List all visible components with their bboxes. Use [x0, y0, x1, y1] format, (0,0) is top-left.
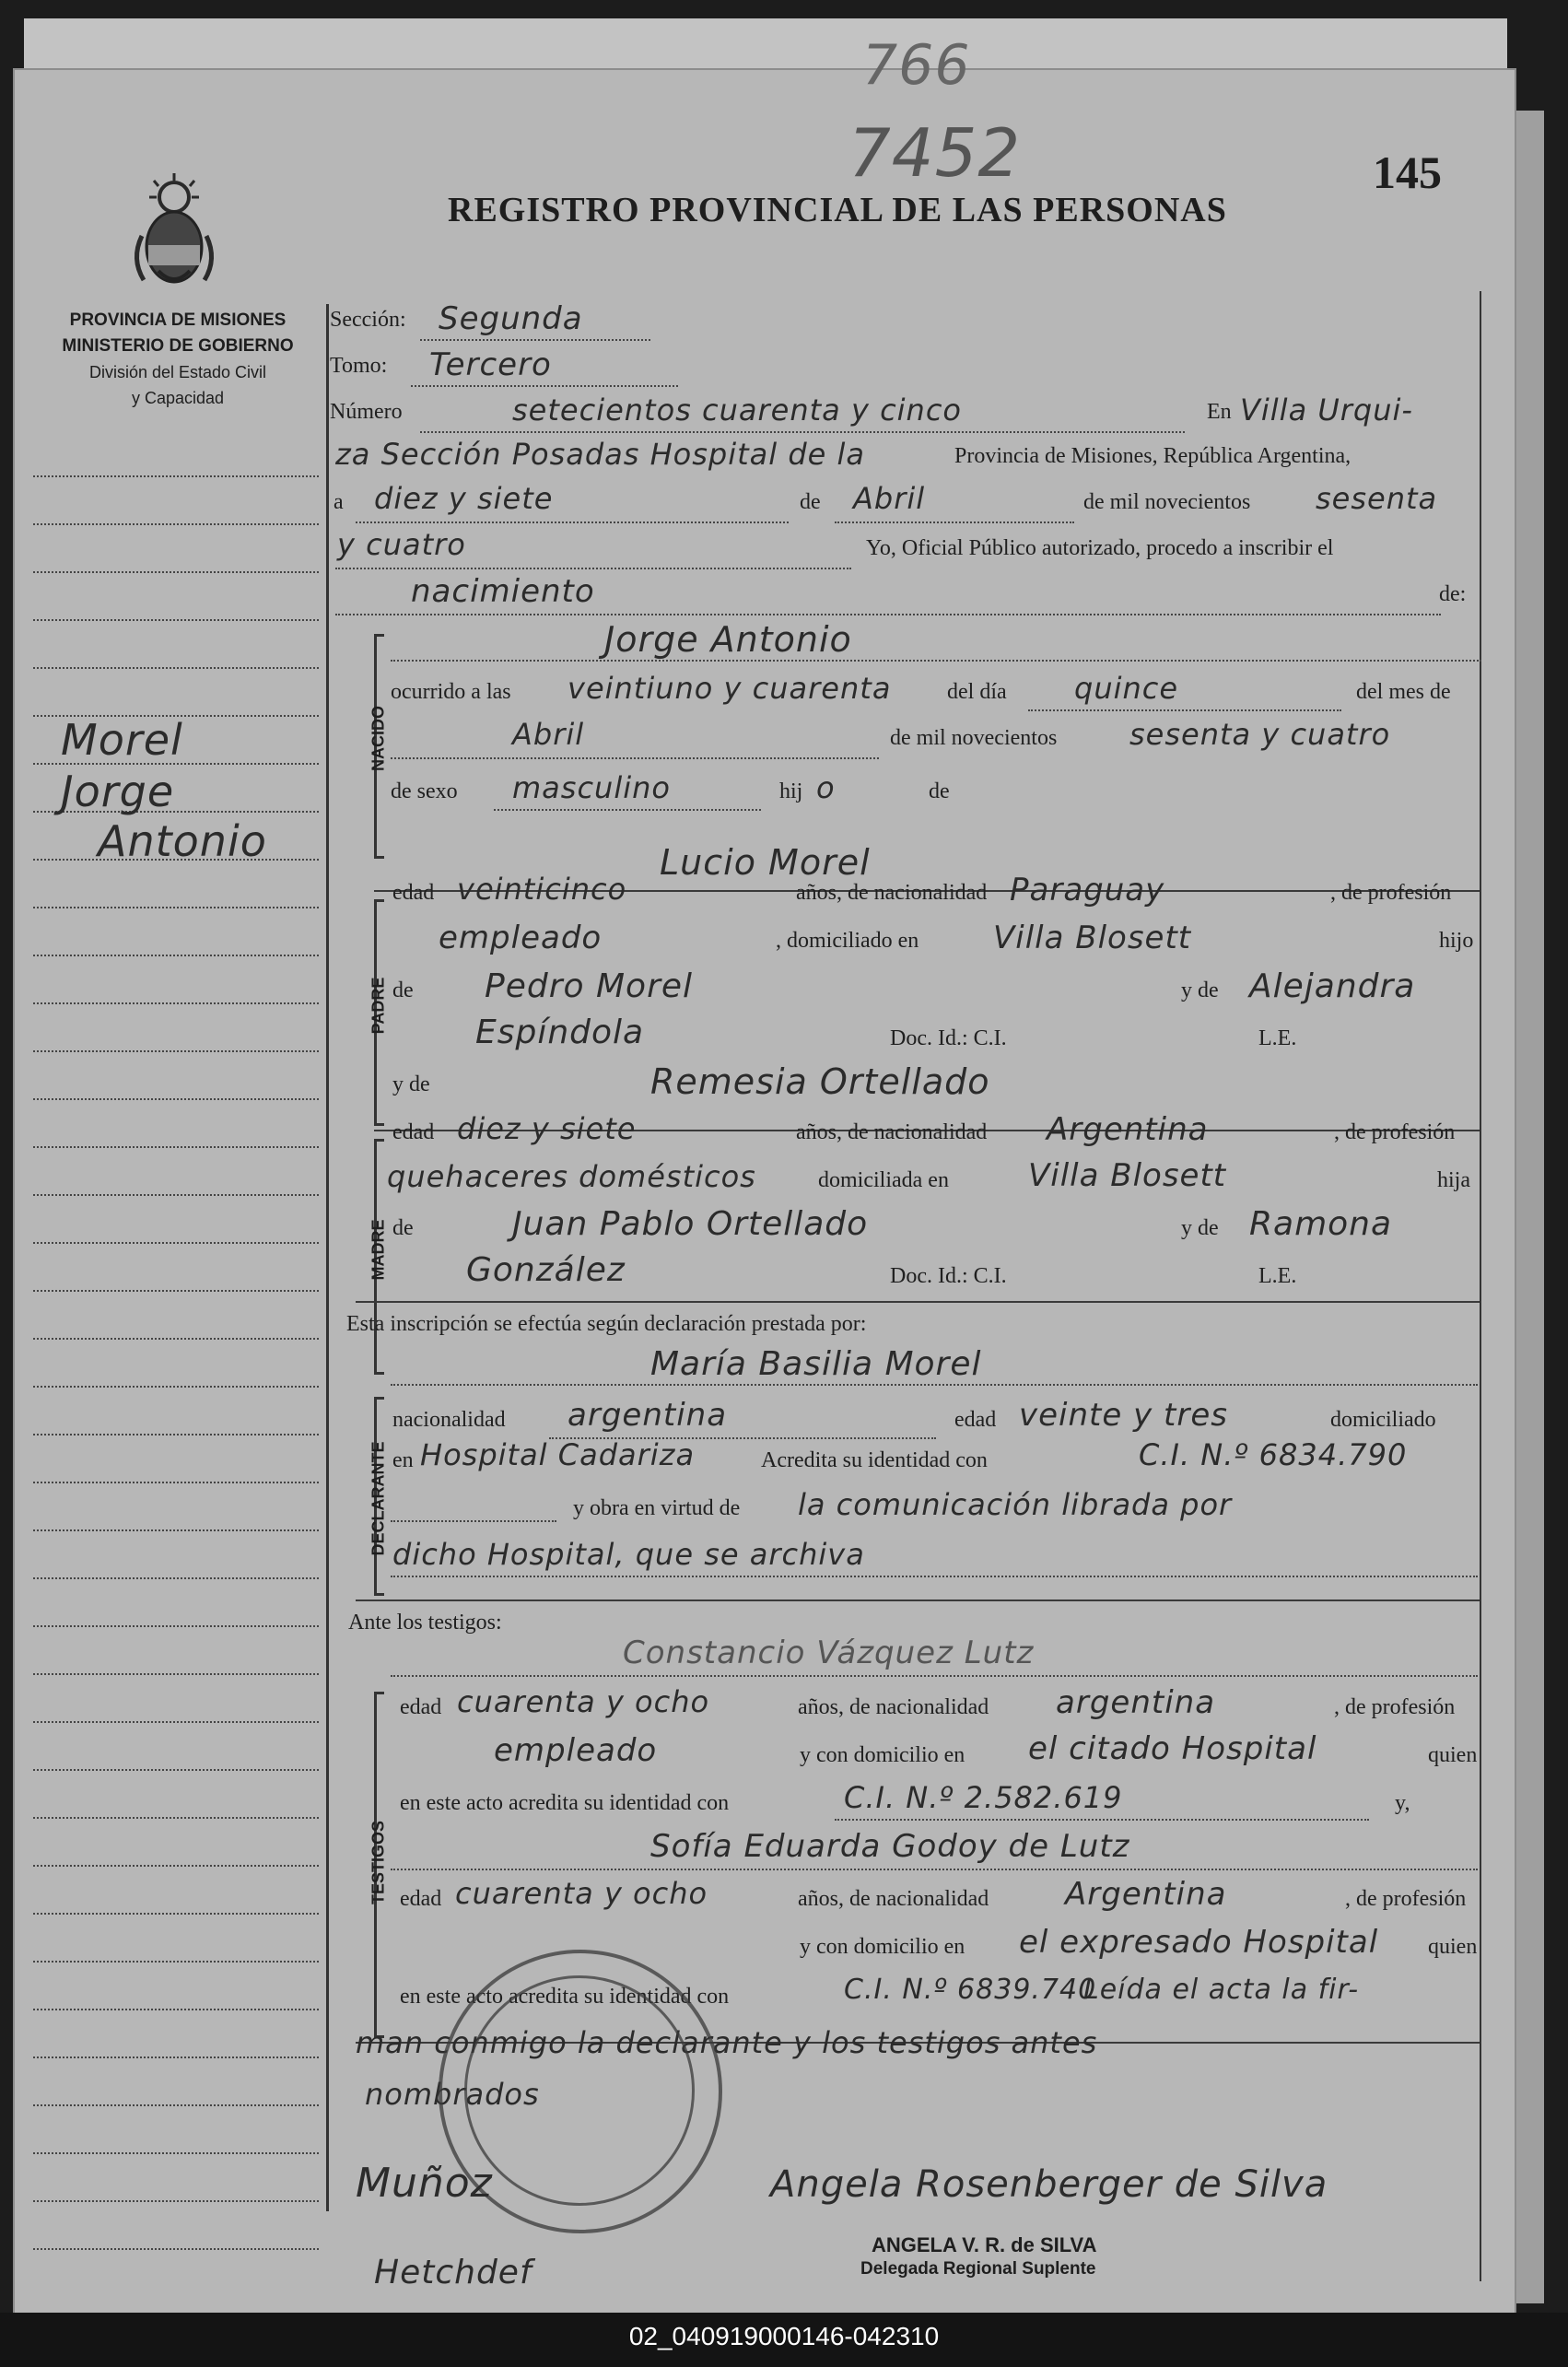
label-numero: Número [330, 400, 403, 424]
value-declarante-nombre: María Basilia Morel [650, 1345, 982, 1383]
label-anios-nac-t2: años, de nacionalidad [798, 1887, 989, 1911]
section-label-padre: PADRE [369, 977, 388, 1035]
label-edad-t2: edad [400, 1887, 442, 1911]
value-cierre-1: man conmigo la declarante y los testigos antes [356, 2025, 1098, 2060]
divider-testigos [356, 1599, 1480, 1601]
value-decl-nac: argentina [568, 1397, 728, 1434]
label-de-padres: de [929, 779, 950, 803]
value-padre-dom: Villa Blosett [993, 920, 1192, 956]
value-t1-doc: C.I. N.º 2.582.619 [844, 1780, 1123, 1815]
value-hij-suffix: o [816, 770, 836, 805]
label-hijo: hijo [1439, 929, 1474, 953]
value-cierre-2: nombrados [365, 2077, 540, 2112]
label-de-mil-2: de mil novecientos [890, 726, 1058, 750]
label-prof-padre: , de profesión [1330, 881, 1452, 905]
label-nacionalidad-decl: nacionalidad [392, 1408, 506, 1432]
value-acto: nacimiento [411, 573, 595, 610]
value-t2-doc: C.I. N.º 6839.740 [844, 1974, 1097, 2006]
value-decl-edad: veinte y tres [1019, 1397, 1228, 1434]
label-le-padre: L.E. [1258, 1026, 1297, 1050]
label-prof-t2: , de profesión [1345, 1887, 1467, 1911]
label-hija: hija [1437, 1168, 1470, 1192]
value-t2-dom: el expresado Hospital [1019, 1924, 1379, 1961]
label-de-padre-padre: de [392, 978, 414, 1002]
label-prof-t1: , de profesión [1334, 1695, 1456, 1719]
label-y-de-madre: y de [392, 1072, 430, 1096]
label-edad-padre: edad [392, 881, 435, 905]
label-y-de-padre: y de [1181, 978, 1219, 1002]
value-t1-nombre: Constancio Vázquez Lutz [623, 1635, 1035, 1671]
value-mes: Abril [853, 481, 926, 516]
label-a: a [333, 490, 344, 514]
value-t2-nombre: Sofía Eduarda Godoy de Lutz [650, 1828, 1130, 1865]
signature-declarante: Muñoz [356, 2160, 493, 2207]
label-con-domicilio-t2: y con domicilio en [800, 1935, 965, 1959]
label-hij: hij [779, 779, 803, 803]
section-label-nacido: NACIDO [369, 706, 388, 771]
margin-note-surname: Morel [61, 715, 183, 765]
value-t2-edad: cuarenta y ocho [455, 1876, 708, 1911]
label-ocurrido: ocurrido a las [391, 680, 511, 704]
label-de-colon: de: [1439, 582, 1467, 606]
value-t1-prof: empleado [494, 1732, 658, 1769]
label-en: En [1207, 400, 1232, 424]
label-edad-decl: edad [954, 1408, 997, 1432]
value-t1-dom: el citado Hospital [1028, 1730, 1317, 1767]
value-sexo: masculino [512, 770, 671, 805]
left-column-divider [326, 304, 329, 2211]
label-anios-nac-padre: años, de nacionalidad [796, 881, 988, 905]
left-capacidad: y Capacidad [131, 389, 225, 407]
value-t1-nac: argentina [1056, 1684, 1216, 1721]
left-header [18, 308, 337, 411]
value-madre-dom: Villa Blosett [1028, 1157, 1227, 1194]
value-dia: diez y siete [374, 481, 554, 516]
label-seccion: Sección: [330, 308, 406, 332]
value-dia-nac: quince [1074, 671, 1179, 706]
right-border [1480, 291, 1481, 2281]
value-t2-cont: Leída el acta la fir- [1083, 1974, 1360, 2006]
signature-witness: Angela Rosenberger de Silva [770, 2163, 1328, 2206]
section-label-testigos: TESTIGOS [369, 1821, 388, 1905]
label-en-este-acto-t2: en este acto acredita su identidad con [400, 1985, 730, 2009]
scan-id-footer: 02_040919000146-042310 [0, 2313, 1568, 2367]
value-numero: setecientos cuarenta y cinco [512, 393, 962, 428]
official-role-stamp: Delegada Regional Suplente [860, 2259, 1096, 2279]
official-name-stamp: ANGELA V. R. de SILVA [872, 2233, 1097, 2256]
label-doc-padre: Doc. Id.: C.I. [890, 1026, 1007, 1050]
section-label-madre: MADRE [369, 1219, 388, 1281]
label-domiciliado-padre: , domiciliado en [776, 929, 919, 953]
value-decl-obra: la comunicación librada por [798, 1487, 1233, 1522]
label-tomo: Tomo: [330, 354, 388, 378]
label-edad-madre: edad [392, 1120, 435, 1144]
label-en-decl: en [392, 1448, 414, 1472]
value-anio-nac: sesenta y cuatro [1129, 717, 1391, 752]
label-doc-madre: Doc. Id.: C.I. [890, 1264, 1007, 1288]
value-madre-madre: Ramona [1249, 1205, 1393, 1243]
label-de-mes: de [800, 490, 821, 514]
value-anio-cont: y cuatro [337, 527, 466, 562]
pencil-note-top: 766 [862, 33, 971, 98]
value-nombre: Jorge Antonio [604, 619, 852, 660]
label-edad-t1: edad [400, 1695, 442, 1719]
label-del-mes: del mes de [1356, 680, 1451, 704]
divider-declarante [356, 1301, 1480, 1303]
value-padre-madre-cont: Espíndola [475, 1014, 645, 1051]
signature-official: Hetchdef [374, 2254, 532, 2291]
document-title: REGISTRO PROVINCIAL DE LAS PERSONAS [448, 191, 1227, 229]
label-esta-inscripcion: Esta inscripción se efectúa según declaración prestada por: [346, 1312, 867, 1336]
section-label-declarante: DECLARANTE [369, 1441, 388, 1556]
label-y-coma: y, [1395, 1791, 1410, 1815]
label-prof-madre: , de profesión [1334, 1120, 1456, 1144]
label-domiciliado-decl: domiciliado [1330, 1408, 1436, 1432]
label-anios-nac-t1: años, de nacionalidad [798, 1695, 989, 1719]
value-padre-edad: veinticinco [457, 872, 627, 907]
value-hora: veintiuno y cuarenta [568, 671, 892, 706]
margin-note-first: Jorge [61, 767, 175, 816]
label-quien-t1: quien [1428, 1743, 1478, 1767]
label-provincia: Provincia de Misiones, República Argentina, [954, 444, 1352, 468]
value-en-cont: za Sección Posadas Hospital de la [335, 437, 866, 472]
value-en: Villa Urqui- [1240, 393, 1413, 428]
margin-note-second: Antonio [98, 816, 267, 866]
document-page [15, 33, 1515, 2313]
value-madre-prof: quehaceres domésticos [387, 1159, 756, 1194]
label-del-dia: del día [947, 680, 1007, 704]
value-padre-nombre: Lucio Morel [660, 842, 871, 883]
label-anios-nac-madre: años, de nacionalidad [796, 1120, 988, 1144]
label-obra: y obra en virtud de [573, 1496, 741, 1520]
value-madre-edad: diez y siete [457, 1111, 637, 1146]
page-number: 145 [1373, 146, 1442, 198]
value-madre-madre-cont: González [466, 1251, 626, 1289]
label-en-este-acto-t1: en este acto acredita su identidad con [400, 1791, 730, 1815]
value-tomo: Tercero [429, 346, 552, 383]
value-padre-nac: Paraguay [1010, 872, 1165, 908]
value-madre-padre: Juan Pablo Ortellado [512, 1205, 869, 1243]
back-page-edge-right [1511, 111, 1544, 2303]
label-de-mil: de mil novecientos [1083, 490, 1251, 514]
value-madre-nac: Argentina [1047, 1111, 1209, 1148]
label-ante: Ante los testigos: [348, 1611, 502, 1635]
value-mes-nac: Abril [512, 717, 585, 752]
left-division: División del Estado Civil [88, 363, 267, 381]
value-padre-madre: Alejandra [1249, 967, 1416, 1005]
value-seccion: Segunda [439, 300, 583, 337]
value-anio: sesenta [1316, 481, 1438, 516]
value-decl-obra-cont: dicho Hospital, que se archiva [392, 1537, 865, 1572]
label-y-de-madre-madre: y de [1181, 1216, 1219, 1240]
value-t2-nac: Argentina [1065, 1876, 1227, 1913]
value-decl-dom: Hospital Cadariza [420, 1437, 696, 1472]
coat-of-arms-icon [123, 171, 225, 291]
label-de-madre-padre: de [392, 1216, 414, 1240]
value-padre-padre: Pedro Morel [485, 967, 694, 1005]
value-padre-prof: empleado [439, 920, 603, 956]
label-con-domicilio-t1: y con domicilio en [800, 1743, 965, 1767]
label-le-madre: L.E. [1258, 1264, 1297, 1288]
value-madre-nombre: Remesia Ortellado [650, 1061, 990, 1102]
pencil-registry-number: 7452 [848, 114, 1022, 192]
label-acredita: Acredita su identidad con [761, 1448, 988, 1472]
left-ministry: MINISTERIO DE GOBIERNO [62, 336, 294, 356]
label-domiciliada-madre: domiciliada en [818, 1168, 949, 1192]
value-t1-edad: cuarenta y ocho [457, 1684, 710, 1719]
label-quien-t2: quien [1428, 1935, 1478, 1959]
label-sexo: de sexo [391, 779, 458, 803]
left-province: PROVINCIA DE MISIONES [69, 311, 287, 330]
label-yo: Yo, Oficial Público autorizado, procedo a inscribir el [866, 536, 1334, 560]
value-decl-doc: C.I. N.º 6834.790 [1139, 1437, 1408, 1472]
